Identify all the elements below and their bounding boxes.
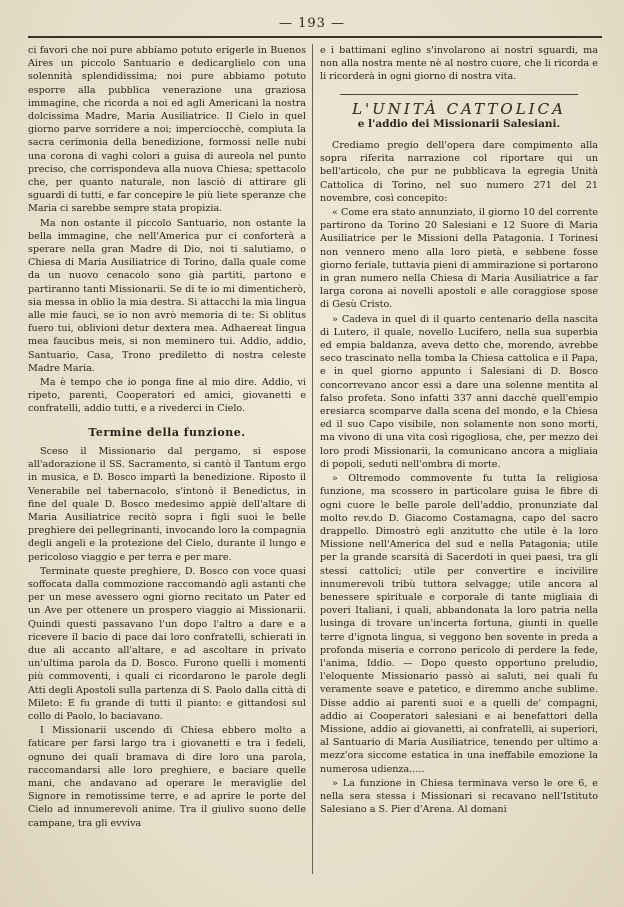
article-masthead: L'UNITÀ CATTOLICA	[352, 99, 566, 118]
paragraph: Terminate queste preghiere, D. Bosco con voce quasi soffocata dalla commozione raccomandò agli astanti che per un mese avessero ogni giorno recitato un Pater ed un Ave per ottenere un prospero viaggio ai Missionarii. Quindi questi passavano l'un dopo l'altro a dare e a ricevere il bacio di pace dai loro confratelli, schierati in due ali accanto all'altare, e ad ascoltare in privato un'ultima parola da D. Bosco. Furono quelli i momenti più commoventi, i quali ci ricordarono le parole degli Atti degli Apostoli sulla partenza di S. Paolo dalla città di Mileto: E fu grande di tutti il pianto: e gittandosi sul collo di Paolo, lo baciavano.	[28, 565, 306, 722]
paragraph: Ma è tempo che io ponga fine al mio dire. Addio, vi ripeto, parenti, Cooperatori ed amici, giovanetti e confratelli, addio tutti, e a rivederci in Cielo.	[28, 377, 306, 415]
paragraph: I Missionarii uscendo di Chiesa ebbero molto a faticare per farsi largo tra i giovanetti e tra i fedeli, ognuno dei quali bramava di dire loro una parola, raccomandarsi alle loro preghiere, e baciare quelle mani, che andavano ad operare le meraviglie del Signore in remotissime terre, e ad aprire le porte del Cielo ad innumerevoli anime. Tra il giulivo suono delle campane, tra gli evviva	[28, 725, 306, 829]
page-number: — 193 —	[278, 16, 346, 31]
article-subhead: e l'addio dei Missionarii Salesiani.	[357, 117, 561, 130]
paragraph: » Cadeva in quel dì il quarto centenario della nascita di Lutero, il quale, novello Lucifero, nella sua superbia ed empia baldanza, aveva detto che, morendo, avrebbe seco trascinato nella tomba la Chiesa cattolica e il Papa, e in quel giorno appunto i Salesiani di D. Bosco concorrevano ancor essi a dare una solenne mentita al falso profeta. Sono infatti 337 anni dacchè quell'empio eresiarca scomparve dalla scena del mondo, e la Chiesa ed il suo Capo visibile, non solamente non sono morti, ma vivono di una vita così rigogliosa, che, per mezzo dei loro prodi Missionarii, la comunicano ancora a migliaia di popoli, seduti nell'ombra di morte.	[320, 313, 598, 470]
paragraph: Sceso il Missionario dal pergamo, si espose all'adorazione il SS. Sacramento, si cantò il Tantum ergo in musica, e D. Bosco impartì la benedizione. Riposto il Venerabile nel tabernacolo, s'intonò il Benedictus, in fine del quale D. Bosco medesimo appiè dell'altare di Maria Ausiliatrice recitò sopra i figli suoi le belle preghiere dei pellegrinanti, invocando loro la compagnia degli angeli e la protezione del Cielo, durante il lungo e pericoloso viaggio e per terra e per mare.	[28, 445, 306, 563]
paragraph: Crediamo pregio dell'opera dare compimento alla sopra riferita narrazione col riportare qui un bell'articolo, che pur ne pubblicava la egregia Unità Cattolica di Torino, nel suo numero 271 del 21 novembre, così concepito:	[320, 140, 598, 204]
paragraph: e i battimani eglino s'involarono ai nostri sguardi, ma non alla nostra mente nè al nostro cuore, che li ricorda e li ricorderà in ogni giorno di nostra vita.	[320, 45, 598, 83]
left-column	[28, 44, 306, 831]
header-rule	[28, 36, 602, 38]
column-divider	[312, 44, 313, 874]
paragraph: « Come era stato annunziato, il giorno 10 del corrente partirono da Torino 20 Salesiani e 12 Suore di Maria Ausiliatrice per le Missioni della Patagonia. I Torinesi non vennero meno alla loro pietà, e sebbene fosse giorno feriale, tuttavia pieni di ammirazione si portarono in gran numero nella Chiesa di Maria Ausiliatrice a far larga corona ai novelli apostoli e alle coraggiose spose di Gesù Cristo.	[320, 207, 598, 311]
paragraph: ci favori che noi pure abbiamo potuto erigerle in Buenos Aires un piccolo Santuario e dedicarglielo con una solennità splendidissima; noi pure abbiamo potuto esporre alla pubblica venerazione una graziosa immagine, che ricorda a noi ed agli Americani la nostra dolcissima Madre, Maria Ausiliatrice. Il Cielo in quel giorno parve sorridere a noi; imperciocchè, compiuta la sacra cerimonia della benedizione, formossi nelle nubi una corona di vaghi colori a guisa di aureola nel punto preciso, che corrispondeva alla nuova Chiesa; spettacolo che, per quanto naturale, non lasciò di attirare gli sguardi di tutti, e far concepire le più liete speranze che Maria ci sarebbe sempre stata propizia.	[28, 45, 306, 215]
right-column	[320, 44, 598, 817]
section-title: Termine della funzione.	[88, 425, 246, 439]
paragraph: » La funzione in Chiesa terminava verso le ore 6, e nella sera stessa i Missionari si recavano nell'Istituto Salesiano a S. Pier d'Arena. Al domani	[320, 777, 598, 816]
paragraph: » Oltremodo commovente fu tutta la religiosa funzione, ma scossero in particolare guisa le fibre di ogni cuore le belle parole dell'addio, pronunziate dal molto rev.do D. Giacomo Costamagna, capo del sacro drappello. Dimostrò egli anzitutto che utile è la loro Missione nell'America del sud e nella Patagonia; utile per la grande scarsità di Sacerdoti in quei paesi, tra gli stessi cattolici; utile per convertire e incivilire innumerevoli tribù tuttora selvagge; utile ancora al benessere spirituale e corporale di tante migliaia di poveri Italiani, i quali, abbandonata la loro patria nella lusinga di trovare un'incerta fortuna, giunti in quelle terre d'ignota lingua, si veggono ben sovente in preda a profonda miseria e corrono pericolo di perdere la fede, l'anima, Iddio. — Dopo questo opportuno preludio, l'eloquente Missionario passò ai saluti, nei quali fu veramente soave e patetico, e diremmo anche sublime. Disse addio ai parenti suoi e a quelli de' compagni, addio ai Cooperatori salesiani e ai benefattori della Missione, addio ai giovanetti, ai confratelli, ai superiori, al Santuario di Maria Ausiliatrice, tenendo per ultimo a mezz'ora siccome estatica in una ineffabile emozione la numerosa udienza.....	[320, 473, 598, 775]
paragraph: Ma non ostante il piccolo Santuario, non ostante la bella immagine, che nell'America pur ci conforterà a sperare nella gran Madre di Dio, noi ti salutiamo, o Chiesa di Maria Ausiliatrice di Torino, dalla quale come da un nuovo cenacolo sono già partiti, partono e partiranno tanti Missionarii. Se di te io mi dimenticherò, sia messa in oblio la mia destra. Si attacchi la mia lingua alle mie fauci, se io non avrò memoria di te: Si oblitus fuero tui, oblivioni detur dextera mea. Adhaereat lingua mea faucibus meis, si non meminero tui. Addio, addio, Santuario, Casa, Trono prediletto di nostra celeste Madre Maria.	[28, 217, 306, 374]
section-separator	[340, 94, 578, 95]
